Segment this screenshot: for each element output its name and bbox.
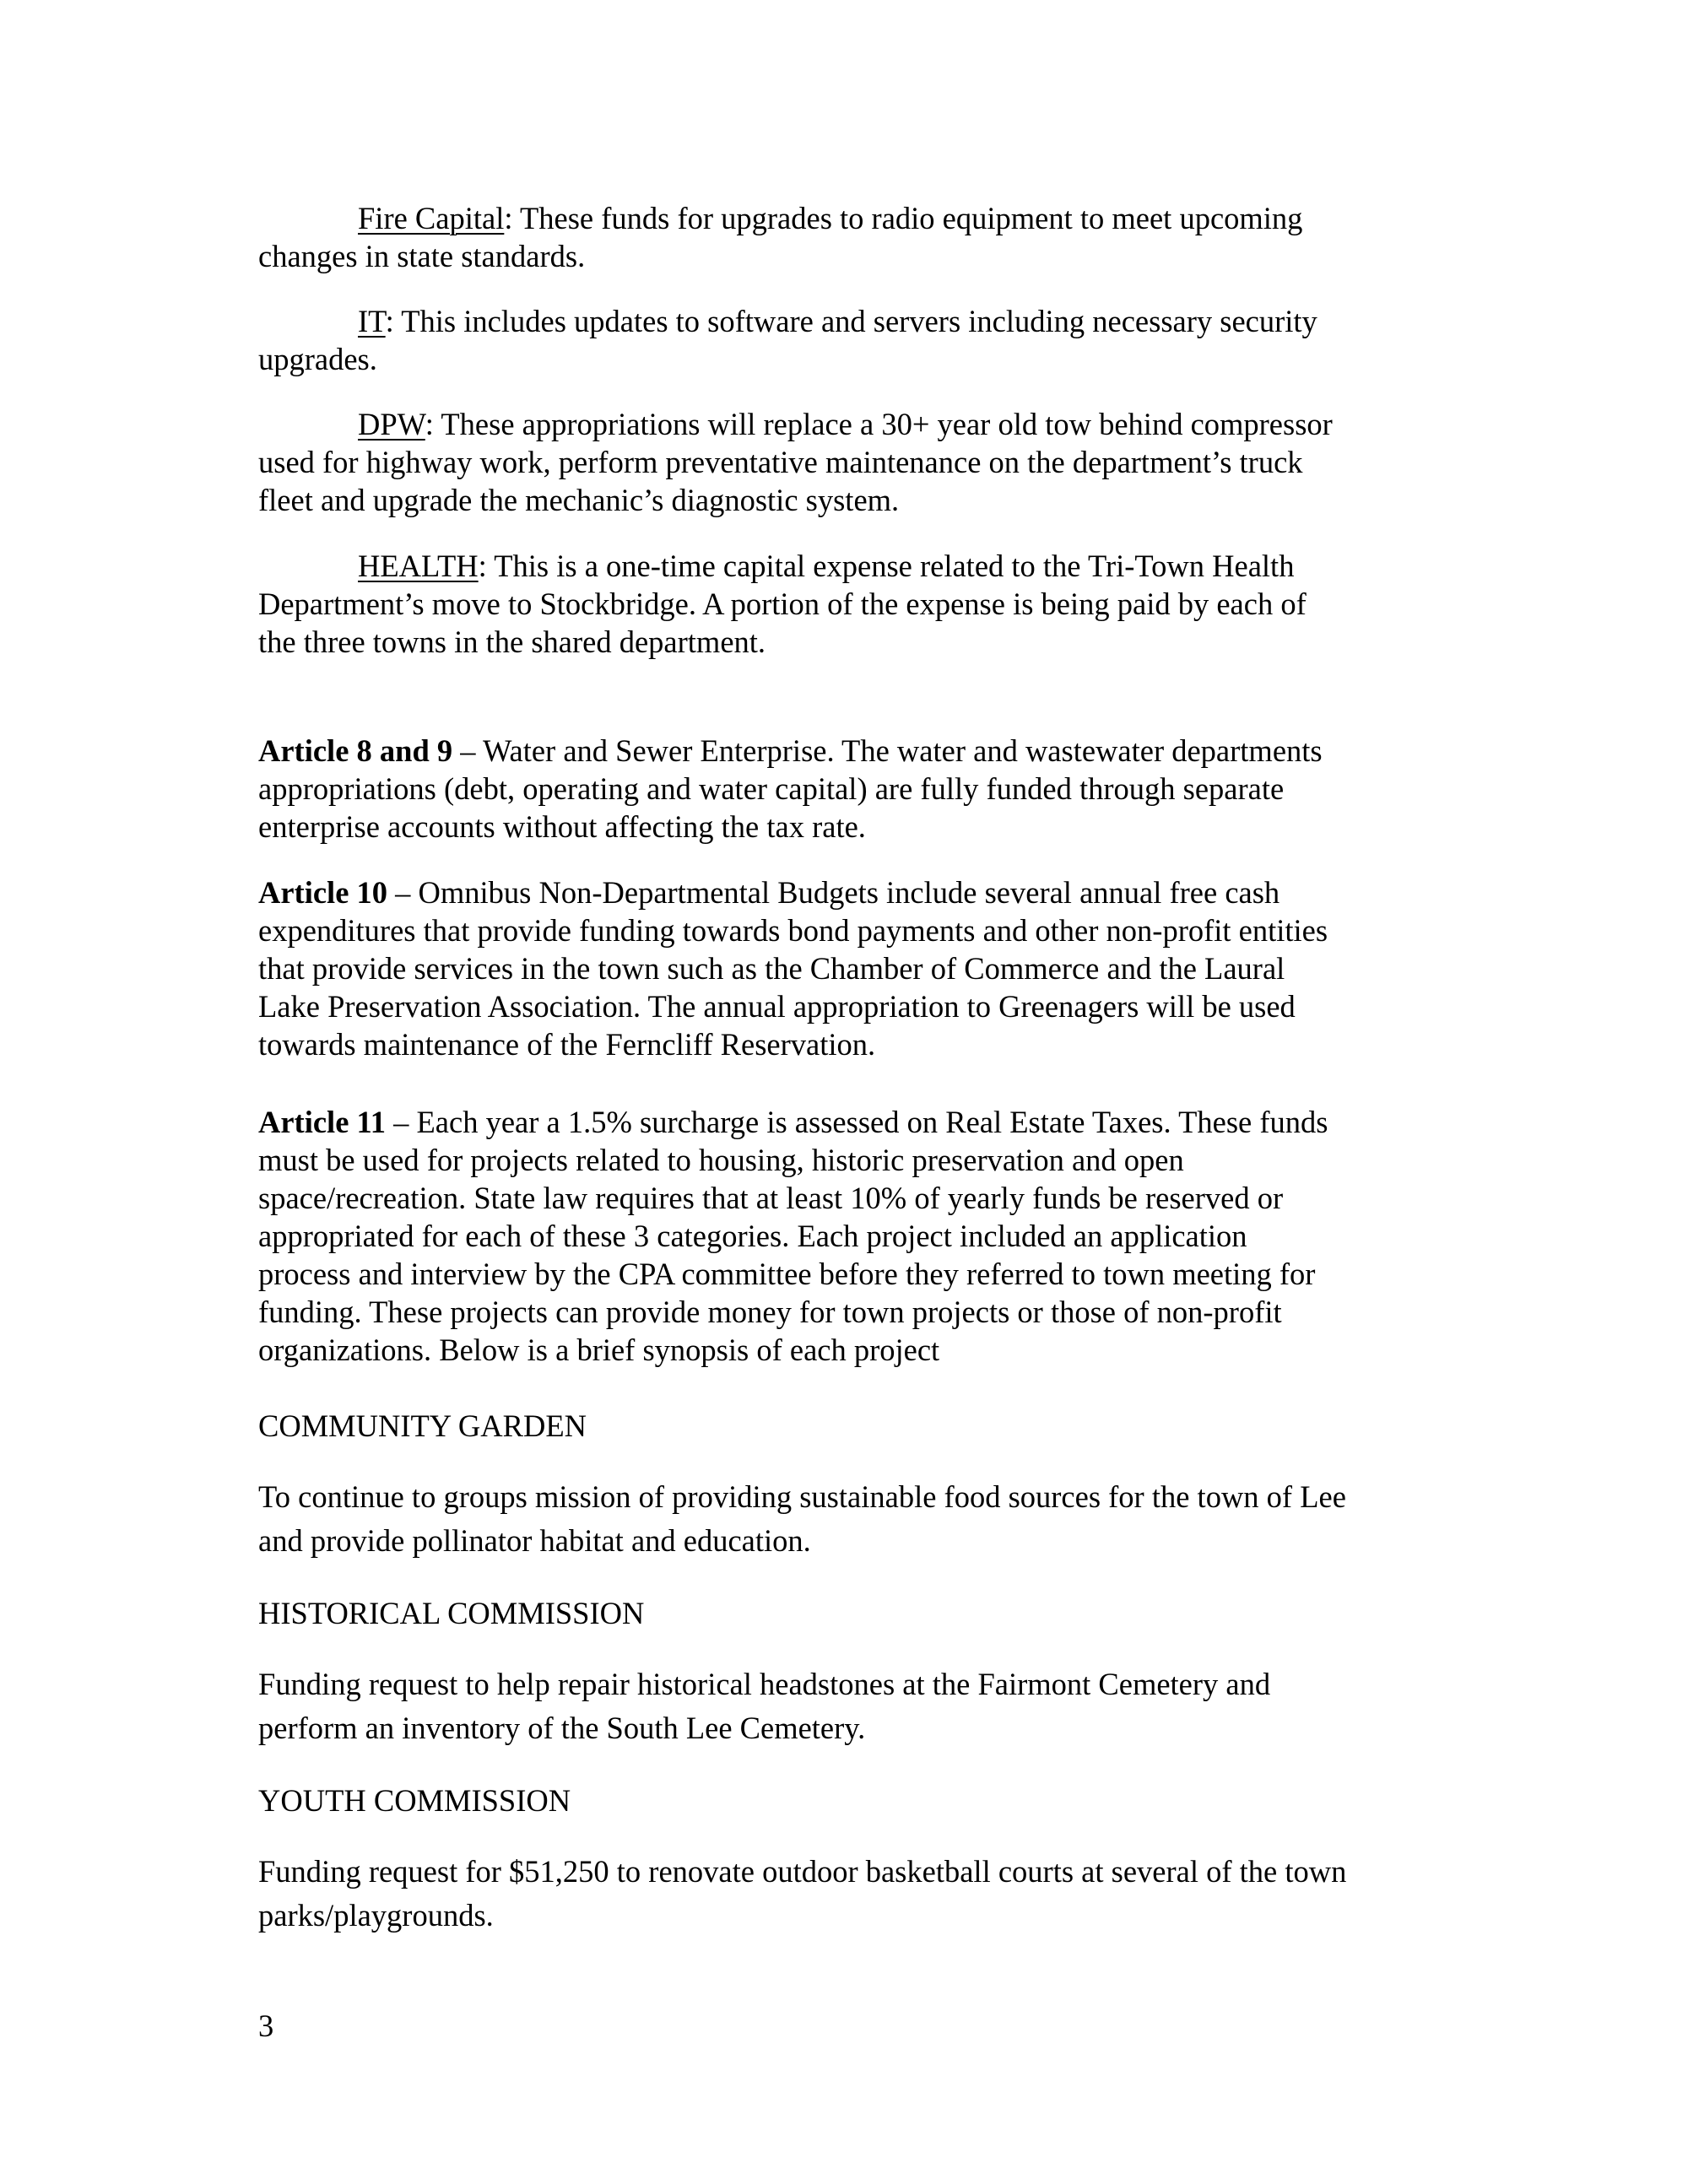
it-heading: IT [358,304,386,338]
article-11-paragraph: Article 11 – Each year a 1.5% surcharge is assessed on Real Estate Taxes. These funds must be used for projects related to housing, historic preservation and open space/recreation. State law requires that at least 10% of yearly funds be reserved or appropriated for each of these 3 categories. Each project included an application process and interview by the CPA committee before they referred to town meeting for funding. These projects can provide money for town projects or those of non-profit organizations. Below is a brief synopsis of each project [258,1105,1328,1367]
fire-capital-heading: Fire Capital [358,201,505,235]
article-8-9-label: Article 8 and 9 [258,733,453,768]
fire-capital-paragraph: Fire Capital: These funds for upgrades to radio equipment to meet upcoming changes in state standards. [258,201,1303,273]
youth-commission-title: YOUTH COMMISSION [258,1783,571,1818]
community-garden-description: To continue to groups mission of providing sustainable food sources for the town of Lee and provide pollinator habitat and education. [258,1479,1346,1558]
historical-commission-description: Funding request to help repair historical headstones at the Fairmont Cemetery and perform an inventory of the South Lee Cemetery. [258,1667,1271,1745]
article-11-label: Article 11 [258,1105,387,1139]
page-number: 3 [258,2008,274,2043]
article-10-paragraph: Article 10 – Omnibus Non-Departmental Budgets include several annual free cash expenditures that provide funding towards bond payments and other non-profit entities that provide services in the town such as the Chamber of Commerce and the Laural Lake Preservation Association. The annual appropriation to Greenagers will be used towards maintenance of the Ferncliff Reservation. [258,875,1328,1062]
dpw-paragraph: DPW: These appropriations will replace a 30+ year old tow behind compressor used for highway work, perform preventative maintenance on the department’s truck fleet and upgrade the mechanic’s diagnostic system. [258,407,1333,517]
historical-commission-title: HISTORICAL COMMISSION [258,1596,645,1630]
health-paragraph: HEALTH: This is a one-time capital expense related to the Tri-Town Health Department’s move to Stockbridge. A portion of the expense is being paid by each of the three towns in the shared department. [258,549,1307,659]
article-8-9-paragraph: Article 8 and 9 – Water and Sewer Enterprise. The water and wastewater departments appropriations (debt, operating and water capital) are fully funded through separate enterprise accounts without affecting the tax rate. [258,733,1323,844]
dpw-heading: DPW [358,407,425,441]
youth-commission-description: Funding request for $51,250 to renovate outdoor basketball courts at several of the town parks/playgrounds. [258,1854,1347,1933]
health-heading: HEALTH [358,549,479,583]
community-garden-title: COMMUNITY GARDEN [258,1408,587,1443]
article-10-label: Article 10 [258,875,388,910]
it-paragraph: IT: This includes updates to software and servers including necessary security upgrades. [258,304,1317,376]
